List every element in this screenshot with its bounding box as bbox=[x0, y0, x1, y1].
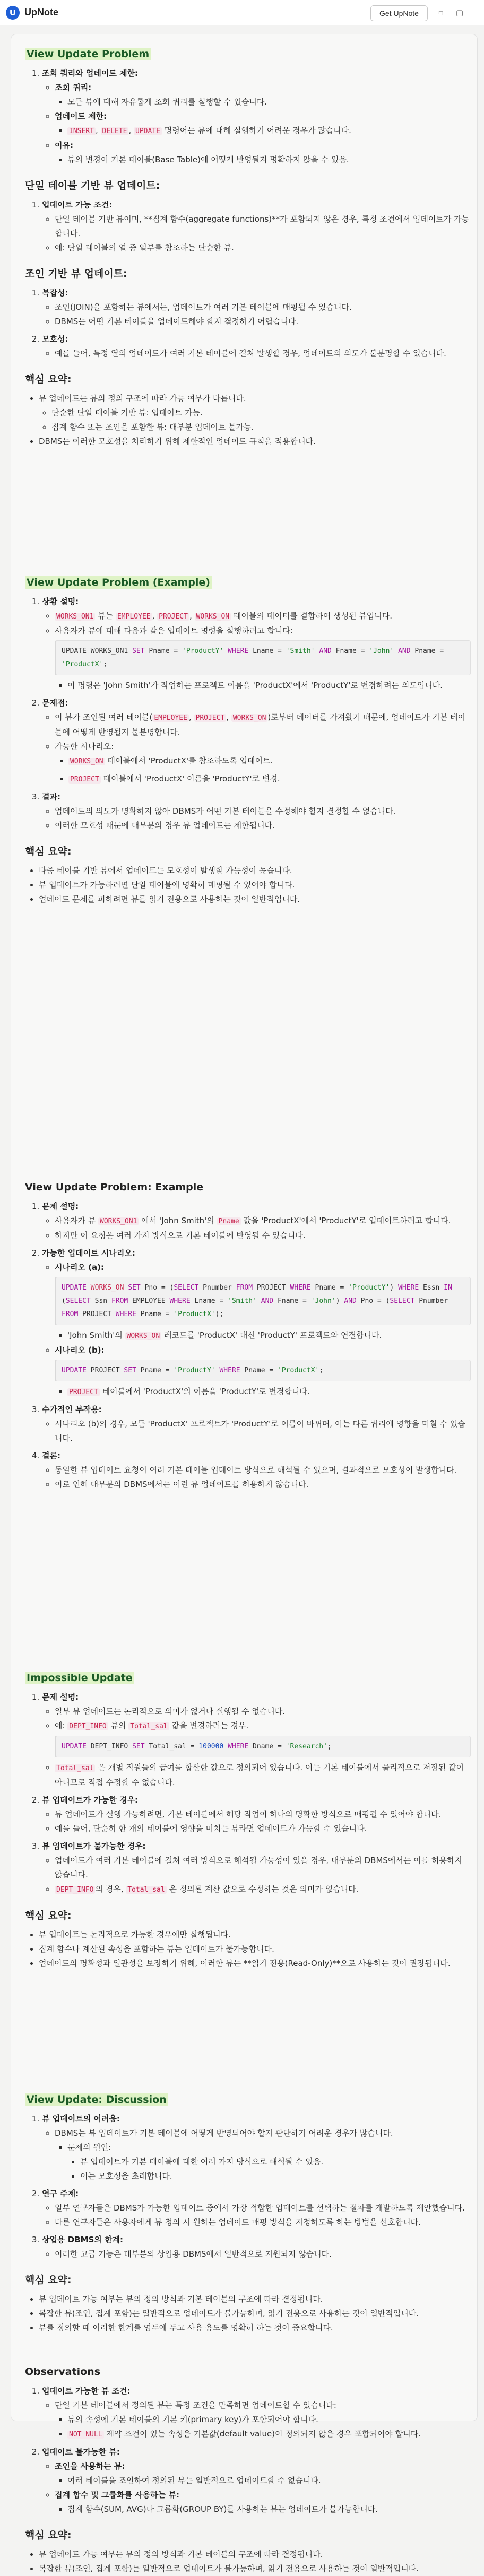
item-title: 수가적인 부작용: bbox=[42, 1405, 102, 1414]
list-item: • 뷰 업데이트 가능 여부는 뷰의 정의 방식과 기본 테이블의 구조에 따라 결정됩니다. bbox=[39, 2292, 471, 2307]
list-item: ▪ 문제의 원인: ▪ 뷰 업데이트가 기본 테이블에 대한 여러 가지 방식으로 해석될 수 있음. ▪ 이는 모호성을 초래합니다. bbox=[67, 2140, 471, 2183]
item-title: 조회 쿼리: bbox=[55, 83, 92, 92]
list-item: ◦ DBMS는 어떤 기본 테이블을 업데이트해야 할지 결정하기 어렵습니다. bbox=[55, 315, 471, 329]
text: 테이블의 데이터를 결합하여 생성된 뷰입니다. bbox=[231, 611, 393, 621]
item-title: 복잡성: bbox=[42, 288, 68, 298]
list-item bbox=[42, 1793, 471, 1836]
list-item: ◦ 조인을 사용하는 뷰: ▪ 여러 테이블을 조인하여 정의된 뷰는 일반적으로 업데이트할 수 없습니다. bbox=[55, 2459, 471, 2488]
list-item bbox=[42, 1403, 471, 1446]
list-item: ▪ 이는 모호성을 초래합니다. bbox=[80, 2169, 471, 2183]
heading: 핵심 요약: bbox=[25, 2274, 72, 2286]
item-title: 상황 설명: bbox=[42, 597, 79, 606]
list-item: ◦ WORKS_ON1 뷰는 EMPLOYEE , PROJECT , WORKS_ON 테이블의 데이터를 결합하여 생성된 뷰입니다. bbox=[55, 609, 471, 624]
list-item: ◦ 단일 테이블 기반 뷰이며, **집계 함수(aggregate functions)**가 포함되지 않은 경우, 특정 조건에서 업데이트가 가능합니다. bbox=[55, 212, 471, 241]
list-item: ◦ 예: DEPT_INFO 뷰의 Total_sal 값을 변경하려는 경우. UPDATE DEPT_INFO SET Total_sal = 100000 WHERE Dname = 'Research'; bbox=[55, 1719, 471, 1757]
list-item: ◦ 일부 연구자들은 DBMS가 가능한 업데이트 중에서 가장 적합한 업데이트를 선택하는 절차를 개발하도록 제안했습니다. bbox=[55, 2201, 471, 2215]
list-item: ◦ DBMS는 뷰 업데이트가 기본 테이블에 어떻게 반영되어야 할지 판단하기 어려운 경우가 많습니다. ▪ 문제의 원인: ▪ 뷰 업데이트가 기본 테이블에 대한 여러 가지 방식으로 해석될 수 있음. ▪ 이는 모호성을 초래합니다. bbox=[55, 2126, 471, 2183]
code-block: UPDATE PROJECT SET Pname = 'ProductY' WHERE Pname = 'ProductX'; bbox=[55, 1360, 471, 1381]
list-item bbox=[42, 2384, 471, 2442]
heading: 단일 테이블 기반 뷰 업데이트: bbox=[25, 180, 160, 192]
code-block: UPDATE WORKS_ON1 SET Pname = 'ProductY' WHERE Lname = 'Smith' AND Fname = 'John' AND Pname = 'ProductX'; bbox=[55, 640, 471, 675]
list-item: • 뷰 업데이트 가능 여부는 뷰의 정의 방식과 기본 테이블의 구조에 따라 결정됩니다. bbox=[39, 2547, 471, 2562]
get-upnote-button[interactable]: Get UpNote bbox=[370, 5, 428, 21]
top-bar bbox=[0, 0, 484, 25]
section-title bbox=[25, 2093, 471, 2107]
code: WORKS_ON1 bbox=[55, 613, 95, 621]
list-item: ◦ 이로 인해 대부분의 DBMS에서는 이런 뷰 업데이트를 허용하지 않습니다. bbox=[55, 1477, 471, 1492]
list-item bbox=[55, 109, 471, 138]
item-title: 가능한 업데이트 시나리오: bbox=[42, 1248, 135, 1258]
list-item bbox=[42, 1199, 471, 1243]
list-item: ◦ 업데이트의 의도가 명확하지 않아 DBMS가 어떤 기본 테이블을 수정해야 할지 결정할 수 없습니다. bbox=[55, 804, 471, 819]
list-item: • 업데이트 문제를 피하려면 뷰를 읽기 전용으로 사용하는 것이 일반적입니다. bbox=[39, 892, 471, 907]
code-block: UPDATE DEPT_INFO SET Total_sal = 100000 WHERE Dname = 'Research'; bbox=[55, 1736, 471, 1757]
list-item: • 복잡한 뷰(조인, 집계 포함)는 일반적으로 업데이트가 불가능하며, 읽기 전용으로 사용하는 것이 일반적입니다. bbox=[39, 2307, 471, 2321]
title-text: View Update Problem bbox=[25, 48, 151, 60]
list-item: ▪ NOT NULL 제약 조건이 있는 속성은 기본값(default value)이 정의되지 않은 경우 포함되어야 합니다. bbox=[67, 2427, 471, 2442]
code: WORKS_ON bbox=[195, 613, 231, 621]
list-item: ▪ 'John Smith'의 WORKS_ON 레코드를 'ProductX' 대신 'ProductY' 프로젝트와 연결합니다. bbox=[67, 1328, 471, 1343]
item-title: 결과: bbox=[42, 792, 60, 802]
list-item: ◦ 동일한 뷰 업데이트 요청이 여러 기본 테이블 업데이트 방식으로 해석될 수 있으며, 결과적으로 모호성이 발생합니다. bbox=[55, 1463, 471, 1477]
title-text: View Update: Discussion bbox=[25, 2093, 168, 2106]
section-title: View Update Problem: Example bbox=[25, 1181, 204, 1193]
upnote-logo-icon[interactable]: U bbox=[6, 6, 20, 20]
item-title: 상업용 DBMS의 한계: bbox=[42, 2235, 123, 2244]
item-title: 문제점: bbox=[42, 698, 68, 708]
list-item: ◦ 하지만 이 요청은 여러 가지 방식으로 기본 테이블에 반영될 수 있습니다. bbox=[55, 1229, 471, 1243]
list-item: • 뷰 업데이트는 논리적으로 가능한 경우에만 실행됩니다. bbox=[39, 1928, 471, 1942]
list-item: ◦ DEPT_INFO 의 경우, Total_sal 은 정의된 계산 값으로 수정하는 것은 의미가 없습니다. bbox=[55, 1882, 471, 1897]
item-title: 문제 설명: bbox=[42, 1202, 79, 1211]
section-title bbox=[25, 47, 471, 61]
list-item: ▪ WORKS_ON 테이블에서 'ProductX'를 참조하도록 업데이트. bbox=[68, 754, 471, 769]
list-item bbox=[42, 1246, 471, 1399]
list-item: ◦ 업데이트가 여러 기본 테이블에 걸쳐 여러 방식으로 해석될 가능성이 있을 경우, 대부분의 DBMS에서는 이를 허용하지 않습니다. bbox=[55, 1853, 471, 1882]
heading: 조인 기반 뷰 업데이트: bbox=[25, 268, 127, 280]
list-item: ◦ 시나리오 (a): UPDATE WORKS_ON SET Pno = (SELECT Pnumber FROM PROJECT WHERE Pname = 'ProductY') WHERE Essn IN (SELECT Ssn FROM EMPLOYEE WHERE Lname = 'Smith' AND Fname = 'John') AND Pno = (SELECT Pnumber FROM PROJECT WHERE Pname = 'ProductX'); ▪ 'John Smith'의 WORKS_ON 레코드를 'ProductX' 대신 'ProductY' 프로젝트와 연결합니다. bbox=[55, 1260, 471, 1343]
list-item: ◦ 예를 들어, 단순히 한 개의 테이블에 영향을 미치는 뷰라면 업데이트가 가능할 수 있습니다. bbox=[55, 1822, 471, 1836]
list-item: ▪ 집계 함수(SUM, AVG)나 그룹화(GROUP BY)를 사용하는 뷰는 업데이트가 불가능합니다. bbox=[67, 2502, 471, 2517]
section-view-update-problem bbox=[25, 47, 471, 449]
list-item: ◦ 단일 기본 테이블에서 정의된 뷰는 특정 조건을 만족하면 업데이트할 수 있습니다: ▪ 뷰의 속성에 기본 테이블의 기본 키(primary key)가 포함되어야 합니다. ▪ NOT NULL 제약 조건이 있는 속성은 기본값(default value)이 정의되지 않은 경우 포함되어야 합니다. bbox=[55, 2398, 471, 2442]
list-item: ◦ 시나리오 (b)의 경우, 모든 'ProductX' 프로젝트가 'ProductY'로 이름이 바뀌며, 이는 다른 쿼리에 영향을 미칠 수 있습니다. bbox=[55, 1417, 471, 1446]
text: 뷰는 bbox=[95, 611, 116, 621]
item-title: 뷰 업데이트가 불가능한 경우: bbox=[42, 1841, 146, 1851]
list-item bbox=[42, 2112, 471, 2183]
list-item: ◦ 예: 단일 테이블의 열 중 일부를 참조하는 단순한 뷰. bbox=[55, 241, 471, 255]
section-title bbox=[25, 1671, 471, 1685]
code-block: UPDATE WORKS_ON SET Pno = (SELECT Pnumber FROM PROJECT WHERE Pname = 'ProductY') WHERE Essn IN (SELECT Ssn FROM EMPLOYEE WHERE Lname = 'Smith' AND Fname = 'John') AND Pno = (SELECT Pnumber FROM PROJECT WHERE Pname = 'ProductX'); bbox=[55, 1277, 471, 1325]
list-item: ◦ 뷰 업데이트가 실행 가능하려면, 기본 테이블에서 해당 작업이 하나의 명확한 방식으로 매핑될 수 있어야 합니다. bbox=[55, 1807, 471, 1822]
list-item bbox=[42, 198, 471, 255]
list-item bbox=[55, 624, 471, 693]
code: PROJECT bbox=[157, 613, 189, 621]
list-item bbox=[42, 696, 471, 787]
list-item: ◦ 가능한 시나리오: ▪ WORKS_ON 테이블에서 'ProductX'를 참조하도록 업데이트. ▪ PROJECT 테이블에서 'ProductX' 이름을 'ProductY'로 변경. bbox=[55, 739, 471, 787]
list-item bbox=[55, 81, 471, 109]
list-item: • 복잡한 뷰(조인, 집계 포함)는 일반적으로 업데이트가 불가능하며, 읽기 전용으로 사용하는 것이 일반적입니다. bbox=[39, 2562, 471, 2576]
list-item bbox=[42, 1690, 471, 1790]
section-impossible-update bbox=[25, 1671, 471, 1971]
item-title: 모호성: bbox=[42, 334, 68, 344]
heading: 핵심 요약: bbox=[25, 1910, 72, 1921]
list-item: ◦ 조인(JOIN)을 포함하는 뷰에서는, 업데이트가 여러 기본 테이블에 매핑될 수 있습니다. bbox=[55, 300, 471, 315]
section-title bbox=[25, 576, 471, 589]
list-item: ▪ PROJECT 테이블에서 'ProductX' 이름을 'ProductY'로 변경. bbox=[68, 772, 471, 787]
item-title: 업데이트 가능한 뷰 조건: bbox=[42, 2386, 131, 2396]
list-item: ◦ 단순한 단일 테이블 기반 뷰: 업데이트 가능. bbox=[51, 406, 471, 420]
list-item: ◦ 다른 연구자들은 사용자에게 뷰 정의 시 원하는 업데이트 매핑 방식을 지정하도록 하는 방법을 선호합니다. bbox=[55, 2215, 471, 2230]
list-item bbox=[55, 138, 471, 167]
list-item bbox=[42, 595, 471, 693]
list-item bbox=[42, 286, 471, 329]
section-view-update-example bbox=[25, 576, 471, 907]
item-title: 뷰 업데이트가 가능한 경우: bbox=[42, 1795, 139, 1805]
heading: 핵심 요약: bbox=[25, 373, 72, 385]
window-icon[interactable]: ▢ bbox=[455, 8, 464, 18]
list-item bbox=[42, 1449, 471, 1492]
item-title: 뷰 업데이트의 어려움: bbox=[42, 2114, 120, 2124]
list-item bbox=[42, 2187, 471, 2230]
list-item bbox=[42, 332, 471, 361]
list-item: ▪ 뷰의 변경이 기본 테이블(Base Table)에 어떻게 반영될지 명확하지 않을 수 있음. bbox=[67, 153, 471, 167]
section-view-update-discussion bbox=[25, 2093, 471, 2576]
item-title: 문제 설명: bbox=[42, 1692, 79, 1702]
list-item: ◦ 이 뷰가 조인된 여러 테이블( EMPLOYEE , PROJECT , WORKS_ON )로부터 데이터를 가져왔기 때문에, 업데이트가 기본 테이블에 어떻게 반영될지 불분명합니다. bbox=[55, 710, 471, 739]
list-item: ◦ 집계 함수 및 그룹화를 사용하는 뷰: ▪ 집계 함수(SUM, AVG)나 그룹화(GROUP BY)를 사용하는 뷰는 업데이트가 불가능합니다. bbox=[55, 2488, 471, 2517]
list-item: ◦ Total_sal 은 개별 직원들의 급여를 합산한 값으로 정의되어 있습니다. 이는 기본 테이블에서 물리적으로 저장된 값이 아니므로 직접 수정할 수 없습니다. bbox=[55, 1761, 471, 1790]
item-title: 이유: bbox=[55, 141, 73, 150]
list-item: ▪ 뷰의 속성에 기본 테이블의 기본 키(primary key)가 포함되어야 합니다. bbox=[67, 2413, 471, 2427]
list-item bbox=[42, 66, 471, 167]
list-item: • 뷰를 정의할 때 이러한 한계를 염두에 두고 사용 용도를 명확히 하는 것이 중요합니다. bbox=[39, 2321, 471, 2335]
list-item: ◦ 시나리오 (b): UPDATE PROJECT SET Pname = 'ProductY' WHERE Pname = 'ProductX'; ▪ PROJECT 테이블에서 'ProductX'의 이름을 'ProductY'로 변경합니다. bbox=[55, 1343, 471, 1399]
heading-observations: Observations bbox=[25, 2366, 101, 2378]
list-item: ◦ 일부 뷰 업데이트는 논리적으로 의미가 없거나 실행될 수 없습니다. bbox=[55, 1704, 471, 1719]
list-item: ▪ 이 명령은 'John Smith'가 작업하는 프로젝트 이름을 'ProductX'에서 'ProductY'로 변경하려는 의도입니다. bbox=[67, 678, 471, 693]
list-item: ◦ 사용자가 뷰 WORKS_ON1 에서 'John Smith'의 Pname 값을 'ProductX'에서 'ProductY'로 업데이트하려고 합니다. bbox=[55, 1214, 471, 1229]
list-item: ▪ 뷰 업데이트가 기본 테이블에 대한 여러 가지 방식으로 해석될 수 있음. bbox=[80, 2155, 471, 2169]
list-item: • 다중 테이블 기반 뷰에서 업데이트는 모호성이 발생할 가능성이 높습니다. bbox=[39, 864, 471, 878]
item-title: 업데이트 제한: bbox=[55, 111, 107, 121]
item-title: 연구 주제: bbox=[42, 2189, 79, 2198]
list-item: ▪ 모든 뷰에 대해 자유롭게 조회 쿼리를 실행할 수 있습니다. bbox=[67, 95, 471, 109]
heading: 핵심 요약: bbox=[25, 2529, 72, 2541]
note-page bbox=[11, 34, 478, 2573]
list-item: • 집계 함수나 계산된 속성을 포함하는 뷰는 업데이트가 불가능합니다. bbox=[39, 1942, 471, 1956]
list-item bbox=[39, 391, 471, 434]
list-item: ▪ PROJECT 테이블에서 'ProductX'의 이름을 'ProductY'로 변경합니다. bbox=[67, 1385, 471, 1399]
list-item: ◦ 이러한 모호성 때문에 대부분의 경우 뷰 업데이트는 제한됩니다. bbox=[55, 819, 471, 833]
item-title: 조회 쿼리와 업데이트 제한: bbox=[42, 68, 139, 78]
list-item bbox=[42, 1839, 471, 1897]
list-item bbox=[42, 2445, 471, 2517]
list-item: • DBMS는 이러한 모호성을 처리하기 위해 제한적인 업데이트 규칙을 적용합니다. bbox=[39, 434, 471, 449]
list-item: ◦ 이러한 고급 기능은 대부분의 상업용 DBMS에서 일반적으로 지원되지 않습니다. bbox=[55, 2247, 471, 2261]
brand-name: UpNote bbox=[24, 7, 58, 18]
list-item: • 뷰 업데이트가 가능하려면 단일 테이블에 명확히 매핑될 수 있어야 합니다. bbox=[39, 878, 471, 892]
list-item: ◦ 예를 들어, 특정 열의 업데이트가 여러 기본 테이블에 걸쳐 발생할 경우, 업데이트의 의도가 불분명할 수 있습니다. bbox=[55, 346, 471, 361]
list-item bbox=[42, 2233, 471, 2261]
list-item: ▪ INSERT , DELETE , UPDATE 명령어는 뷰에 대해 실행하기 어려운 경우가 많습니다. bbox=[67, 124, 471, 138]
list-item: • 업데이트의 명확성과 일관성을 보장하기 위해, 이러한 뷰는 **읽기 전용(Read-Only)**으로 사용하는 것이 권장됩니다. bbox=[39, 1956, 471, 1971]
section-view-update-problem-example bbox=[25, 1180, 471, 1495]
list-item: ▪ 여러 테이블을 조인하여 정의된 뷰는 일반적으로 업데이트할 수 없습니다. bbox=[67, 2474, 471, 2488]
title-text: View Update Problem (Example) bbox=[25, 576, 212, 589]
item-title: 결론: bbox=[42, 1451, 60, 1460]
text: 뷰 업데이트는 뷰의 정의 구조에 따라 가능 여부가 다릅니다. bbox=[39, 394, 246, 403]
heading: 핵심 요약: bbox=[25, 846, 72, 857]
list-item: ◦ 집계 함수 또는 조인을 포함한 뷰: 대부분 업데이트 불가능. bbox=[51, 420, 471, 434]
list-item bbox=[42, 790, 471, 833]
text: 사용자가 뷰에 대해 다음과 같은 업데이트 명령을 실행하려고 합니다: bbox=[55, 626, 293, 636]
item-title: 업데이트 가능 조건: bbox=[42, 200, 113, 210]
code: EMPLOYEE bbox=[116, 613, 152, 621]
item-title: 업데이트 불가능한 뷰: bbox=[42, 2447, 120, 2457]
numbered-list bbox=[42, 66, 471, 167]
title-text: Impossible Update bbox=[25, 1672, 134, 1684]
copy-icon[interactable]: ⧉ bbox=[437, 8, 444, 18]
